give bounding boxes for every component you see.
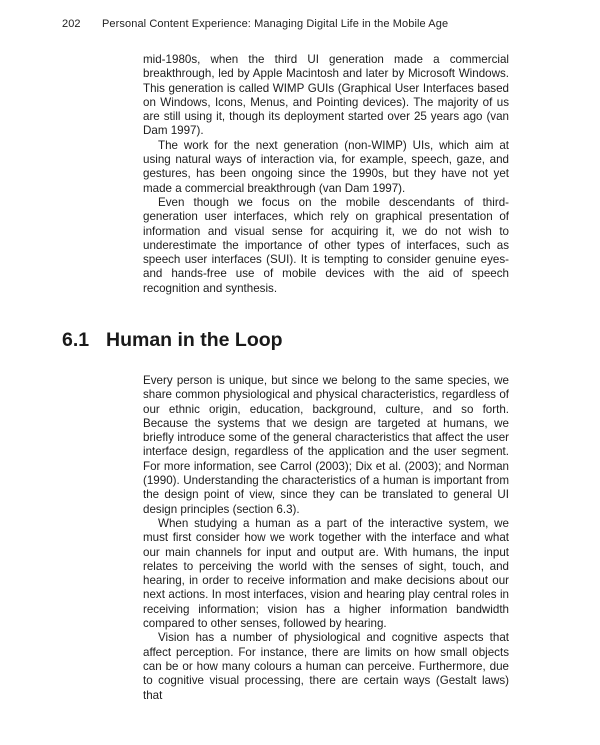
paragraph-input-output-channels: When studying a human as a part of the interactive system, we must first consider how we work together with the interface and what our main channels for input and output are. With humans, the input relates to perceiving the world with the senses of sight, touch, and hearing, in order to receive information and make decisions about our next actions. In most interfaces, vision and hearing play central roles in receiving information; vision has a higher information bandwidth compared to other senses, followed by hearing. — [143, 516, 509, 631]
page-number: 202 — [62, 18, 81, 30]
section-text-block — [143, 374, 509, 703]
section-title: Human in the Loop — [106, 329, 283, 351]
running-title: Personal Content Experience: Managing Digital Life in the Mobile Age — [102, 18, 449, 30]
paragraph-vision: Vision has a number of physiological and cognitive aspects that affect perception. For instance, there are limits on how small objects can be or how many colours a human can perceive. Furthermore, due to cognitive visual processing, there are certain ways (Gestalt laws) that — [143, 631, 509, 702]
paragraph-continued: mid-1980s, when the third UI generation made a commercial breakthrough, led by Apple Macintosh and later by Microsoft Windows. This generation is called WIMP GUIs (Graphical User Interfaces based on Windows, Icons, Menus, and Pointing devices). The majority of us are still using it, though its deployment started over 25 years ago (van Dam 1997). — [143, 53, 509, 138]
running-head — [62, 18, 448, 30]
section-number: 6.1 — [62, 329, 90, 351]
paragraph-human-characteristics: Every person is unique, but since we belong to the same species, we share common physiological and physical characteristics, regardless of our ethnic origin, education, background, culture, and so forth. Because the systems that we design are targeted at humans, we briefly introduce some of the general characteristics that affect the user interface design, regardless of the application and the user segment. For more information, see Carrol (2003); Dix et al. (2003); and Norman (1990). Understanding the characteristics of a human is important from the design point of view, since they can be translated to general UI design principles (section 6.3). — [143, 374, 509, 516]
section-heading — [62, 329, 283, 352]
paragraph-speech-interfaces: Even though we focus on the mobile descendants of third-generation user interfaces, which rely on graphical presentation of information and visual sense for acquiring it, we do not wish to underestimate the importance of other types of interfaces, such as speech user interfaces (SUI). It is tempting to consider genuine eyes- and hands-free use of mobile devices with the aid of speech recognition and synthesis. — [143, 195, 509, 295]
paragraph-non-wimp: The work for the next generation (non-WIMP) UIs, which aim at using natural ways of interaction via, for example, speech, gaze, and gestures, has been ongoing since the 1990s, but they have not yet made a commercial breakthrough (van Dam 1997). — [143, 138, 509, 195]
intro-text-block — [143, 53, 509, 296]
